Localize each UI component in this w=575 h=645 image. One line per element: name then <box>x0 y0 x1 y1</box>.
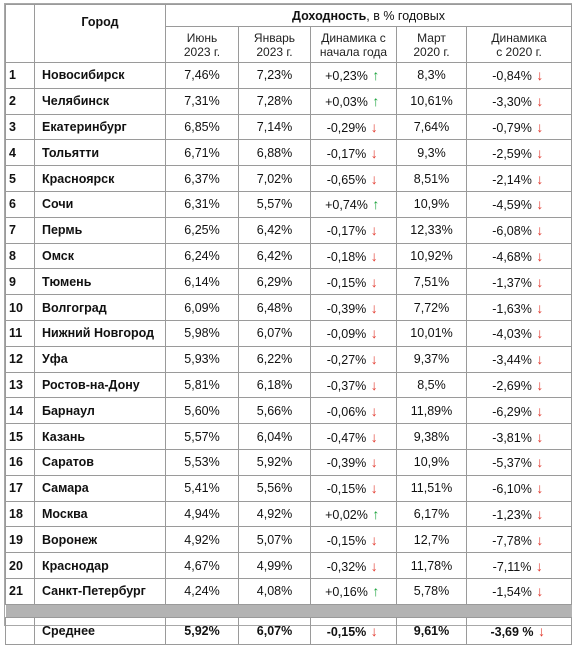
header-dyn-2020 <box>467 27 572 63</box>
trend-arrow-icon: ↓ <box>536 505 544 522</box>
row-march: 11,51% <box>397 475 467 501</box>
row-dyn-year-value: +0,74% <box>325 198 368 213</box>
header-yield-group <box>166 5 572 27</box>
table-row <box>6 269 572 295</box>
row-dyn-2020-value: -1,63% <box>492 301 532 316</box>
table-row <box>6 166 572 192</box>
row-number: 5 <box>6 166 35 192</box>
row-dyn-2020 <box>467 398 572 424</box>
row-city: Новосибирск <box>35 63 166 89</box>
table-row <box>6 372 572 398</box>
trend-arrow-icon: ↓ <box>370 557 378 574</box>
table-row <box>6 140 572 166</box>
row-dyn-2020-value: -7,11% <box>492 559 532 574</box>
row-dyn-2020-value: -2,69% <box>492 378 532 393</box>
row-jan: 7,02% <box>239 166 311 192</box>
row-number: 16 <box>6 449 35 475</box>
row-march: 10,9% <box>397 449 467 475</box>
header-dyn-2020-line1: Динамика <box>491 30 547 45</box>
row-dyn-2020 <box>467 166 572 192</box>
row-dyn-2020 <box>467 553 572 579</box>
table-row <box>6 88 572 114</box>
row-march: 10,9% <box>397 191 467 217</box>
row-june: 5,53% <box>166 449 239 475</box>
header-jan <box>239 27 311 63</box>
row-number: 14 <box>6 398 35 424</box>
average-dyn-year <box>311 617 397 644</box>
trend-arrow-icon: ↑ <box>372 505 380 522</box>
row-city: Барнаул <box>35 398 166 424</box>
header-june-line1: Июнь <box>186 30 218 45</box>
row-june: 7,46% <box>166 63 239 89</box>
row-city: Красноярск <box>35 166 166 192</box>
header-jan-line2: 2023 г. <box>256 44 293 59</box>
row-dyn-year-value: -0,39% <box>326 456 367 471</box>
table-row <box>6 346 572 372</box>
table-row <box>6 295 572 321</box>
trend-arrow-icon: ↓ <box>536 480 544 497</box>
row-dyn-year <box>311 191 397 217</box>
row-dyn-year <box>311 398 397 424</box>
row-dyn-year-value: +0,23% <box>325 69 368 84</box>
row-march: 9,3% <box>397 140 467 166</box>
row-dyn-2020-value: -4,68% <box>492 249 532 264</box>
trend-arrow-icon: ↓ <box>536 222 544 239</box>
row-june: 5,57% <box>166 424 239 450</box>
row-june: 4,94% <box>166 501 239 527</box>
row-dyn-year-value: -0,18% <box>326 249 367 264</box>
row-number: 9 <box>6 269 35 295</box>
row-dyn-2020 <box>467 475 572 501</box>
average-num-cell <box>6 617 35 644</box>
row-march: 11,78% <box>397 553 467 579</box>
row-dyn-year <box>311 63 397 89</box>
trend-arrow-icon: ↓ <box>370 454 378 471</box>
trend-arrow-icon: ↓ <box>536 299 544 316</box>
row-dyn-year <box>311 88 397 114</box>
row-jan: 5,07% <box>239 527 311 553</box>
row-number: 4 <box>6 140 35 166</box>
row-dyn-2020 <box>467 295 572 321</box>
row-dyn-year <box>311 243 397 269</box>
row-june: 6,71% <box>166 140 239 166</box>
row-city: Самара <box>35 475 166 501</box>
row-dyn-year <box>311 166 397 192</box>
row-dyn-year <box>311 553 397 579</box>
row-dyn-2020-value: -7,78% <box>492 533 532 548</box>
row-dyn-year <box>311 320 397 346</box>
row-number: 18 <box>6 501 35 527</box>
row-jan: 6,29% <box>239 269 311 295</box>
trend-arrow-icon: ↓ <box>370 118 378 135</box>
row-dyn-year <box>311 140 397 166</box>
row-dyn-2020-value: -3,44% <box>492 353 532 368</box>
header-dyn-year-line1: Динамика с <box>321 30 386 45</box>
row-number: 19 <box>6 527 35 553</box>
row-march: 7,72% <box>397 295 467 321</box>
header-march-line1: Март <box>417 30 446 45</box>
row-dyn-2020-value: -3,81% <box>492 430 532 445</box>
row-dyn-year <box>311 424 397 450</box>
trend-arrow-icon: ↓ <box>370 351 378 368</box>
row-jan: 7,14% <box>239 114 311 140</box>
row-dyn-year-value: -0,15% <box>326 533 367 548</box>
row-number: 17 <box>6 475 35 501</box>
table-row <box>6 114 572 140</box>
row-number: 8 <box>6 243 35 269</box>
row-dyn-year-value: +0,02% <box>325 507 368 522</box>
trend-arrow-icon: ↓ <box>536 67 544 84</box>
row-city: Воронеж <box>35 527 166 553</box>
row-jan: 5,56% <box>239 475 311 501</box>
row-number: 10 <box>6 295 35 321</box>
row-city: Тюмень <box>35 269 166 295</box>
row-dyn-year <box>311 501 397 527</box>
row-june: 4,67% <box>166 553 239 579</box>
row-june: 5,93% <box>166 346 239 372</box>
row-jan: 5,92% <box>239 449 311 475</box>
row-dyn-2020 <box>467 88 572 114</box>
row-jan: 6,88% <box>239 140 311 166</box>
row-jan: 4,08% <box>239 578 311 604</box>
row-june: 6,14% <box>166 269 239 295</box>
row-june: 4,24% <box>166 578 239 604</box>
row-city: Москва <box>35 501 166 527</box>
trend-arrow-icon: ↓ <box>370 170 378 187</box>
average-march: 9,61% <box>397 617 467 644</box>
row-number: 11 <box>6 320 35 346</box>
row-dyn-2020 <box>467 372 572 398</box>
row-dyn-2020-value: -6,08% <box>492 224 532 239</box>
row-number: 6 <box>6 191 35 217</box>
row-dyn-year-value: -0,32% <box>326 559 367 574</box>
row-june: 5,60% <box>166 398 239 424</box>
table-row <box>6 191 572 217</box>
trend-arrow-icon: ↓ <box>370 222 378 239</box>
row-jan: 5,57% <box>239 191 311 217</box>
row-dyn-2020 <box>467 217 572 243</box>
row-dyn-2020-value: -1,23% <box>492 507 532 522</box>
average-june: 5,92% <box>166 617 239 644</box>
row-dyn-2020-value: -6,29% <box>492 404 532 419</box>
table-row <box>6 449 572 475</box>
row-dyn-year-value: +0,03% <box>325 95 368 110</box>
average-dyn-2020-value: -3,69 % <box>490 624 534 639</box>
separator-row <box>6 604 572 617</box>
table-row <box>6 475 572 501</box>
table-row <box>6 243 572 269</box>
row-city: Челябинск <box>35 88 166 114</box>
row-city: Волгоград <box>35 295 166 321</box>
row-dyn-year <box>311 527 397 553</box>
row-dyn-2020 <box>467 424 572 450</box>
row-number: 3 <box>6 114 35 140</box>
row-june: 4,92% <box>166 527 239 553</box>
row-dyn-2020 <box>467 191 572 217</box>
row-dyn-2020 <box>467 449 572 475</box>
row-jan: 4,99% <box>239 553 311 579</box>
yield-table <box>5 4 572 645</box>
row-june: 6,31% <box>166 191 239 217</box>
row-dyn-2020 <box>467 269 572 295</box>
row-march: 6,17% <box>397 501 467 527</box>
trend-arrow-icon: ↓ <box>370 622 378 639</box>
row-june: 5,98% <box>166 320 239 346</box>
row-dyn-2020-value: -6,10% <box>492 482 532 497</box>
row-march: 8,51% <box>397 166 467 192</box>
row-number: 7 <box>6 217 35 243</box>
row-dyn-2020-value: -2,14% <box>492 172 532 187</box>
header-june-line2: 2023 г. <box>183 44 221 59</box>
row-june: 6,24% <box>166 243 239 269</box>
header-city: Город <box>35 5 166 63</box>
header-yield-title: Доходность <box>292 8 367 23</box>
row-dyn-year <box>311 475 397 501</box>
row-june: 6,09% <box>166 295 239 321</box>
row-dyn-year-value: -0,29% <box>326 120 367 135</box>
row-june: 5,41% <box>166 475 239 501</box>
trend-arrow-icon: ↑ <box>372 67 380 84</box>
row-dyn-year-value: -0,17% <box>326 224 367 239</box>
row-city: Ростов-на-Дону <box>35 372 166 398</box>
row-city: Сочи <box>35 191 166 217</box>
row-dyn-year <box>311 449 397 475</box>
row-number: 15 <box>6 424 35 450</box>
row-number: 12 <box>6 346 35 372</box>
table-row <box>6 553 572 579</box>
row-march: 7,51% <box>397 269 467 295</box>
row-dyn-2020-value: -5,37% <box>492 456 532 471</box>
row-jan: 6,42% <box>239 217 311 243</box>
row-march: 7,64% <box>397 114 467 140</box>
trend-arrow-icon: ↓ <box>536 454 544 471</box>
row-jan: 6,18% <box>239 372 311 398</box>
trend-arrow-icon: ↑ <box>372 583 380 600</box>
average-label: Среднее <box>35 617 166 644</box>
row-march: 10,92% <box>397 243 467 269</box>
row-dyn-year-value: -0,39% <box>326 301 367 316</box>
row-march: 5,78% <box>397 578 467 604</box>
trend-arrow-icon: ↓ <box>536 351 544 368</box>
table-footer <box>6 604 572 644</box>
row-dyn-year <box>311 346 397 372</box>
row-dyn-year <box>311 269 397 295</box>
row-march: 10,01% <box>397 320 467 346</box>
trend-arrow-icon: ↓ <box>536 531 544 548</box>
row-jan: 6,22% <box>239 346 311 372</box>
row-march: 8,5% <box>397 372 467 398</box>
row-jan: 5,66% <box>239 398 311 424</box>
trend-arrow-icon: ↓ <box>536 118 544 135</box>
average-dyn-2020 <box>467 617 572 644</box>
trend-arrow-icon: ↓ <box>536 170 544 187</box>
trend-arrow-icon: ↓ <box>370 273 378 290</box>
row-dyn-2020-value: -0,79% <box>492 120 532 135</box>
row-number: 1 <box>6 63 35 89</box>
trend-arrow-icon: ↓ <box>536 402 544 419</box>
row-march: 9,37% <box>397 346 467 372</box>
header-yield-unit: , в % годовых <box>366 8 445 23</box>
row-dyn-2020 <box>467 140 572 166</box>
trend-arrow-icon: ↓ <box>536 428 544 445</box>
row-march: 12,33% <box>397 217 467 243</box>
header-dyn-year <box>311 27 397 63</box>
row-number: 13 <box>6 372 35 398</box>
trend-arrow-icon: ↓ <box>536 144 544 161</box>
row-city: Санкт-Петербург <box>35 578 166 604</box>
trend-arrow-icon: ↓ <box>370 299 378 316</box>
header-dyn-year-line2: начала года <box>319 44 388 59</box>
trend-arrow-icon: ↓ <box>536 93 544 110</box>
row-dyn-year-value: -0,47% <box>326 430 367 445</box>
row-dyn-2020-value: -3,30% <box>492 95 532 110</box>
header-dyn-2020-line2: с 2020 г. <box>496 44 542 59</box>
trend-arrow-icon: ↓ <box>536 325 544 342</box>
row-june: 5,81% <box>166 372 239 398</box>
row-jan: 6,48% <box>239 295 311 321</box>
trend-arrow-icon: ↓ <box>370 325 378 342</box>
row-city: Екатеринбург <box>35 114 166 140</box>
row-dyn-2020 <box>467 63 572 89</box>
row-dyn-year-value: -0,15% <box>326 482 367 497</box>
row-dyn-year-value: -0,65% <box>326 172 367 187</box>
row-dyn-year-value: -0,27% <box>326 353 367 368</box>
row-city: Краснодар <box>35 553 166 579</box>
trend-arrow-icon: ↓ <box>370 531 378 548</box>
row-city: Пермь <box>35 217 166 243</box>
row-city: Казань <box>35 424 166 450</box>
row-march: 12,7% <box>397 527 467 553</box>
row-jan: 6,04% <box>239 424 311 450</box>
trend-arrow-icon: ↓ <box>370 480 378 497</box>
row-city: Тольятти <box>35 140 166 166</box>
row-city: Омск <box>35 243 166 269</box>
trend-arrow-icon: ↑ <box>372 93 380 110</box>
row-dyn-2020 <box>467 320 572 346</box>
trend-arrow-icon: ↓ <box>370 428 378 445</box>
header-jan-line1: Январь <box>253 30 296 45</box>
separator-cell <box>6 604 572 617</box>
row-dyn-year-value: -0,37% <box>326 378 367 393</box>
row-dyn-year-value: -0,17% <box>326 146 367 161</box>
row-dyn-2020-value: -1,54% <box>492 585 532 600</box>
row-dyn-2020 <box>467 346 572 372</box>
row-march: 11,89% <box>397 398 467 424</box>
row-dyn-2020-value: -2,59% <box>492 146 532 161</box>
average-jan: 6,07% <box>239 617 311 644</box>
header-num-cell <box>6 5 35 63</box>
trend-arrow-icon: ↑ <box>372 196 380 213</box>
row-dyn-year <box>311 217 397 243</box>
row-dyn-year-value: +0,16% <box>325 585 368 600</box>
average-dyn-year-value: -0,15% <box>326 624 367 639</box>
table-row <box>6 63 572 89</box>
table-row <box>6 320 572 346</box>
table-row <box>6 527 572 553</box>
trend-arrow-icon: ↓ <box>370 144 378 161</box>
table-row <box>6 501 572 527</box>
table-row <box>6 578 572 604</box>
row-dyn-year-value: -0,06% <box>326 404 367 419</box>
average-row <box>6 617 572 644</box>
row-dyn-2020-value: -1,37% <box>492 275 532 290</box>
row-dyn-2020 <box>467 243 572 269</box>
trend-arrow-icon: ↓ <box>370 402 378 419</box>
row-dyn-year-value: -0,09% <box>326 327 367 342</box>
row-dyn-2020-value: -4,59% <box>492 198 532 213</box>
row-dyn-year <box>311 372 397 398</box>
header-june <box>166 27 239 63</box>
row-dyn-year <box>311 114 397 140</box>
row-march: 10,61% <box>397 88 467 114</box>
header-march-line2: 2020 г. <box>413 44 450 59</box>
row-jan: 4,92% <box>239 501 311 527</box>
trend-arrow-icon: ↓ <box>370 247 378 264</box>
trend-arrow-icon: ↓ <box>538 622 546 639</box>
row-dyn-year <box>311 295 397 321</box>
table-row <box>6 217 572 243</box>
row-dyn-year <box>311 578 397 604</box>
trend-arrow-icon: ↓ <box>536 376 544 393</box>
yield-table-frame <box>4 3 572 639</box>
row-number: 21 <box>6 578 35 604</box>
row-jan: 6,07% <box>239 320 311 346</box>
row-dyn-2020 <box>467 114 572 140</box>
header-march <box>397 27 467 63</box>
trend-arrow-icon: ↓ <box>536 247 544 264</box>
row-dyn-2020 <box>467 501 572 527</box>
table-row <box>6 424 572 450</box>
row-jan: 7,28% <box>239 88 311 114</box>
row-june: 6,85% <box>166 114 239 140</box>
row-city: Саратов <box>35 449 166 475</box>
row-dyn-2020 <box>467 527 572 553</box>
row-dyn-2020-value: -0,84% <box>492 69 532 84</box>
row-number: 20 <box>6 553 35 579</box>
row-city: Уфа <box>35 346 166 372</box>
trend-arrow-icon: ↓ <box>535 557 543 574</box>
row-dyn-year-value: -0,15% <box>326 275 367 290</box>
table-header <box>6 5 572 63</box>
row-jan: 6,42% <box>239 243 311 269</box>
trend-arrow-icon: ↓ <box>536 583 544 600</box>
trend-arrow-icon: ↓ <box>536 196 544 213</box>
row-june: 6,37% <box>166 166 239 192</box>
table-body <box>6 63 572 605</box>
row-number: 2 <box>6 88 35 114</box>
row-june: 6,25% <box>166 217 239 243</box>
trend-arrow-icon: ↓ <box>370 376 378 393</box>
table-row <box>6 398 572 424</box>
row-june: 7,31% <box>166 88 239 114</box>
trend-arrow-icon: ↓ <box>536 273 544 290</box>
row-city: Нижний Новгород <box>35 320 166 346</box>
row-jan: 7,23% <box>239 63 311 89</box>
row-march: 8,3% <box>397 63 467 89</box>
row-dyn-2020 <box>467 578 572 604</box>
row-march: 9,38% <box>397 424 467 450</box>
row-dyn-2020-value: -4,03% <box>492 327 532 342</box>
